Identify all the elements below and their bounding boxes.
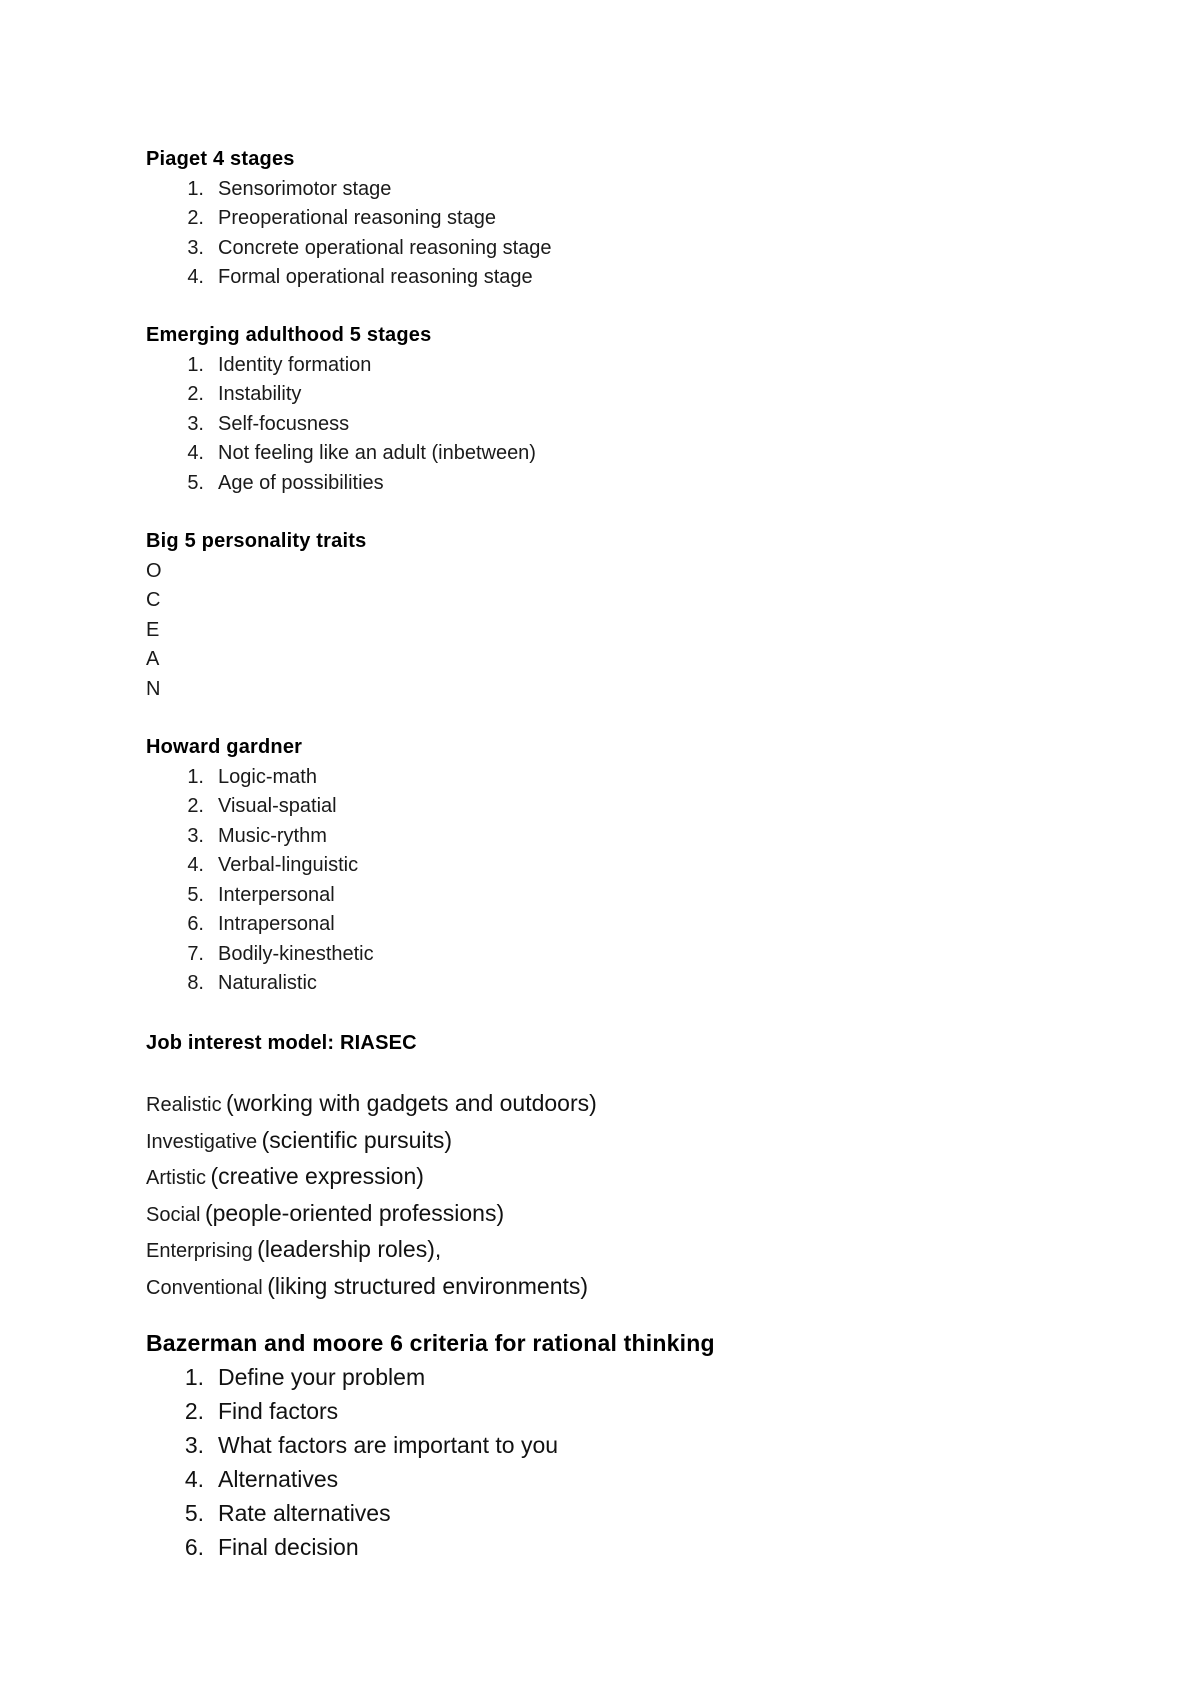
- list-item: 3. Self-focusness: [187, 412, 350, 435]
- numbered-list: [146, 763, 374, 999]
- section-heading: Piaget 4 stages: [146, 148, 295, 170]
- list-item: Artistic (creative expression): [146, 1163, 424, 1189]
- list-item: Conventional (liking structured environments): [146, 1272, 589, 1299]
- section-gardner: [146, 733, 374, 999]
- list-item: 2. Instability: [187, 383, 302, 405]
- numbered-list: [146, 351, 536, 499]
- list-item: 7. Bodily-kinesthetic: [187, 942, 374, 965]
- list-item: 2. Find factors: [184, 1398, 339, 1424]
- trait-letter: C: [146, 589, 161, 611]
- list-item: 8. Naturalistic: [187, 972, 317, 994]
- section-heading: Emerging adulthood 5 stages: [146, 324, 432, 346]
- list-item: 4. Not feeling like an adult (inbetween): [187, 442, 536, 464]
- numbered-list: [146, 175, 552, 293]
- section-heading: Job interest model: RIASEC: [146, 1032, 417, 1054]
- numbered-list: [146, 1360, 715, 1564]
- list-item: 6. Intrapersonal: [187, 913, 335, 935]
- trait-letter: E: [146, 618, 160, 641]
- list-item: 2. Visual-spatial: [187, 795, 337, 817]
- list-item: Investigative (scientific pursuits): [146, 1126, 453, 1153]
- list-item: 4. Formal operational reasoning stage: [187, 266, 533, 288]
- trait-letter: A: [146, 648, 160, 670]
- list-item: 4. Alternatives: [184, 1466, 339, 1492]
- list-item: Social (people-oriented professions): [146, 1199, 505, 1226]
- list-item: 3. Concrete operational reasoning stage: [187, 236, 552, 259]
- list-item: 5. Rate alternatives: [184, 1500, 391, 1526]
- section-heading: Howard gardner: [146, 736, 303, 758]
- list-item: 2. Preoperational reasoning stage: [187, 207, 496, 229]
- list-item: 3. What factors are important to you: [184, 1432, 559, 1458]
- list-item: Realistic (working with gadgets and outdoors): [146, 1090, 597, 1116]
- list-item: 1. Define your problem: [184, 1364, 426, 1390]
- section-heading: Bazerman and moore 6 criteria for rational thinking: [146, 1330, 715, 1356]
- list-item: 6. Final decision: [184, 1534, 359, 1560]
- section-emerging-adulthood: [146, 321, 536, 498]
- section-big5: [146, 527, 366, 704]
- trait-letter: N: [146, 677, 161, 700]
- list-item: 3. Music-rythm: [187, 824, 327, 847]
- riasec-list: [146, 1087, 597, 1306]
- list-item: 1. Sensorimotor stage: [187, 177, 392, 200]
- trait-letter: O: [146, 559, 162, 582]
- list-item: 1. Logic-math: [187, 765, 317, 788]
- section-riasec: [146, 1029, 417, 1059]
- section-heading: Big 5 personality traits: [146, 530, 367, 552]
- list-item: 5. Age of possibilities: [187, 471, 384, 494]
- section-bazerman: [146, 1326, 715, 1564]
- list-item: 1. Identity formation: [187, 353, 372, 376]
- list-item: 4. Verbal-linguistic: [187, 854, 359, 876]
- list-item: Enterprising (leadership roles),: [146, 1236, 442, 1262]
- section-piaget: [146, 145, 552, 293]
- list-item: 5. Interpersonal: [187, 883, 335, 906]
